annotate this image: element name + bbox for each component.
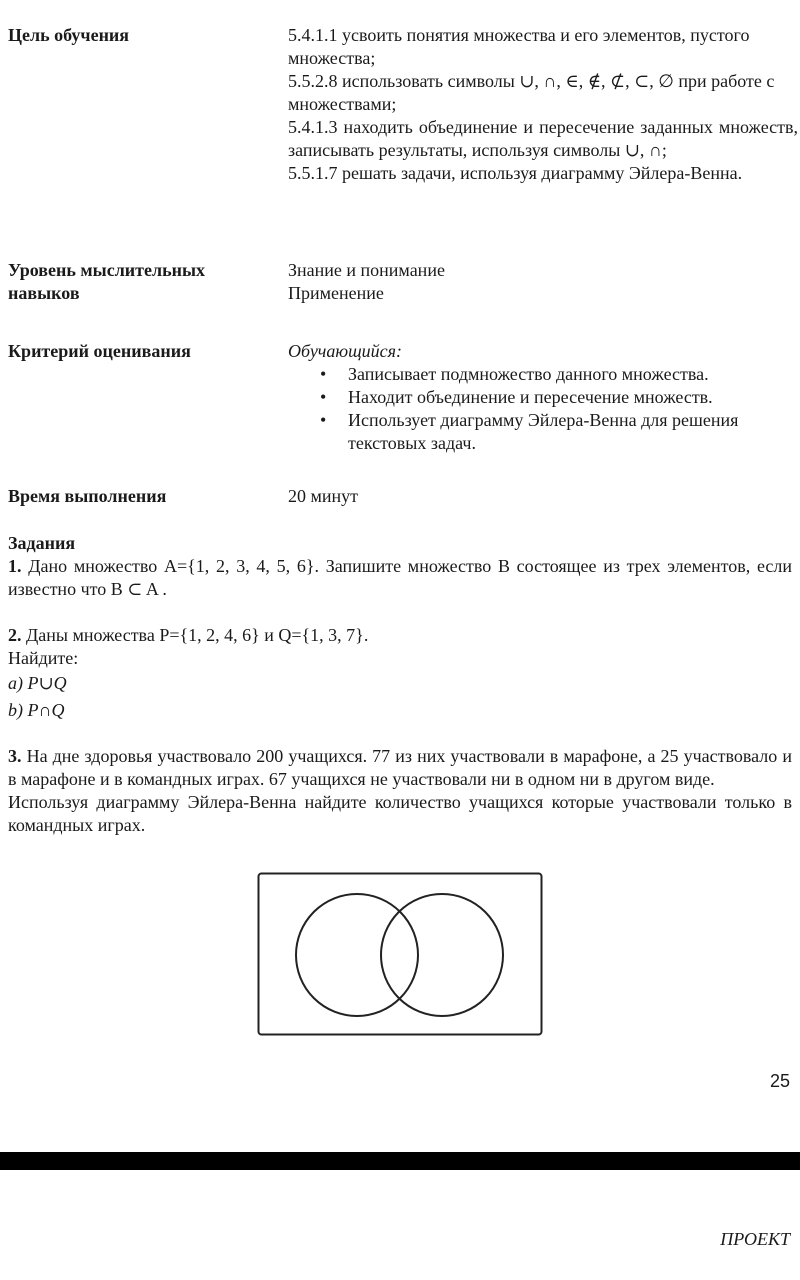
task-1 [8, 555, 792, 601]
time-value: 20 минут [288, 486, 359, 506]
task-3 [8, 745, 792, 791]
goal-line: 5.4.1.3 находить объединение и пересечение заданных множеств, записывать результаты, используя символы ∪, ∩; [288, 117, 798, 160]
criteria-label: Критерий оценивания [8, 341, 191, 361]
goal-line: 5.4.1.1 усвоить понятия множества и его элементов, пустого множества; [288, 25, 750, 68]
task-2-number: 2. [8, 625, 22, 645]
task-2-b: b) P∩Q [8, 700, 65, 720]
tasks-section [8, 532, 792, 837]
task-2-text: Даны множества P={1, 2, 4, 6} и Q={1, 3, 7}. [26, 625, 369, 645]
tasks-heading: Задания [8, 533, 76, 553]
task-3-number: 3. [8, 746, 22, 766]
task-3-question: Используя диаграмму Эйлера-Венна найдите количество учащихся которые участвовали только в командных играх. [8, 792, 792, 835]
criteria-item: • Находит объединение и пересечение множеств. [348, 386, 798, 409]
task-1-text: Дано множество A={1, 2, 3, 4, 5, 6}. Запишите множество B состоящее из трех элементов, если известно что B ⊂ A . [8, 556, 792, 599]
page-separator-bar [0, 1152, 800, 1170]
thinking-label: Уровень мыслительных навыков [8, 260, 206, 303]
task-2 [8, 624, 792, 647]
thinking-line: Применение [288, 283, 384, 303]
task-2-a: a) P∪Q [8, 673, 67, 693]
criteria-intro: Обучающийся: [288, 341, 403, 361]
goal-line: 5.5.1.7 решать задачи, используя диаграмму Эйлера-Венна. [288, 163, 743, 183]
task-2-find: Найдите: [8, 648, 79, 668]
task-1-number: 1. [8, 556, 22, 576]
goal-line: 5.5.2.8 использовать символы ∪, ∩, ∈, ∉, ⊄, ⊂, ∅ при работе с множествами; [288, 71, 775, 114]
venn-universe-rect [259, 874, 542, 1035]
criteria-item: • Использует диаграмму Эйлера-Венна для решения текстовых задач. [348, 409, 798, 455]
time-label: Время выполнения [8, 486, 167, 506]
goal-label: Цель обучения [8, 25, 130, 45]
thinking-line: Знание и понимание [288, 260, 445, 280]
criteria-values [288, 340, 798, 455]
criteria-item: • Записывает подмножество данного множества. [348, 363, 798, 386]
venn-diagram [257, 872, 543, 1036]
thinking-values [288, 259, 798, 305]
venn-circle-right [381, 894, 503, 1016]
page-number: 25 [769, 1071, 790, 1091]
goal-values [288, 24, 798, 185]
task-3-text: На дне здоровья участвовало 200 учащихся. 77 из них участвовали в марафоне, а 25 участвовало и в марафоне и в командных играх. 67 учащихся не участвовали ни в одном ни в другом виде. [8, 746, 792, 789]
footer-project-label: ПРОЕКТ [720, 1229, 790, 1249]
criteria-list [288, 363, 798, 455]
